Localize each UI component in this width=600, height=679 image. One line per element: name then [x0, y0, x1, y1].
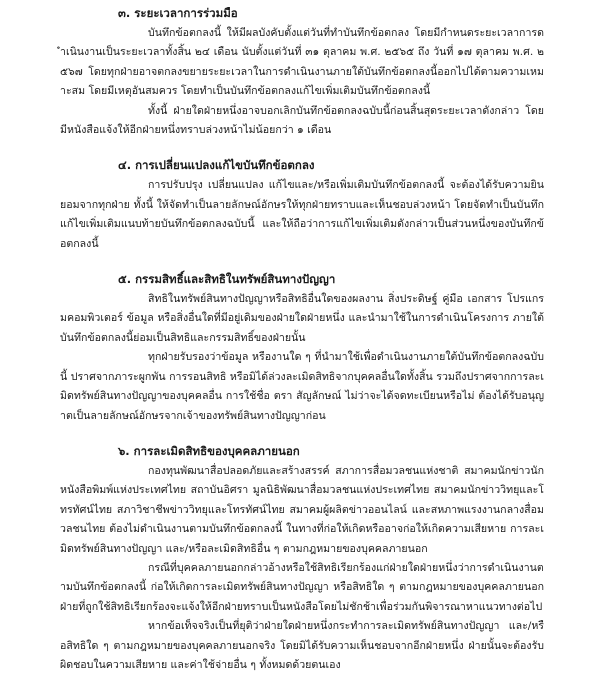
section-third-party-infringement [60, 442, 544, 675]
paragraph: ทั้งนี้ ฝ่ายใดฝ่ายหนึ่งอาจบอกเลิกบันทึกข้อตกลงฉบับนี้ก่อนสิ้นสุดระยะเวลาดังกล่าว โดยมีหนังสือแจ้งให้อีกฝ่ายหนึ่งทราบล่วงหน้าไม่น้อยกว่า ๑ เดือน [60, 104, 544, 137]
paragraph: ทุกฝ่ายรับรองว่าข้อมูล หรืองานใด ๆ ที่นำมาใช้เพื่อดำเนินงานภายใต้บันทึกข้อตกลงฉบับนี้ ปราศจากภาระผูกพัน การรอนสิทธิ หรือมิได้ล่วงละเมิดสิทธิจากบุคคลอื่นใดทั้งสิ้น รวมถึงปราศจากการละเมิดทรัพย์สินทางปัญญาของบุคคลอื่น การใช้ชื่อ ตรา สัญลักษณ์ ไม่ว่าจะได้จดทะเบียนหรือไม่ ต้องได้รับอนุญาตเป็นลายลักษณ์อักษรจากเจ้าของทรัพย์สินทางปัญญาก่อน [60, 351, 544, 422]
section-heading: ๖. การละเมิดสิทธิของบุคคลภายนอก [118, 443, 300, 458]
paragraph: สิทธิในทรัพย์สินทางปัญญาหรือสิทธิอื่นใดของผลงาน สิ่งประดิษฐ์ คู่มือ เอกสาร โปรแกรมคอมพิวเตอร์ ข้อมูล หรือสิ่งอื่นใดที่มีอยู่เดิมของฝ่ายใดฝ่ายหนึ่ง และนำมาใช้ในการดำเนินโครงการ ภายใต้บันทึกข้อตกลงนี้ย่อมเป็นสิทธิและกรรมสิทธิ์ของฝ่ายนั้น [60, 293, 544, 344]
paragraph: หากข้อเท็จจริงเป็นที่ยุติว่าฝ่ายใดฝ่ายหนึ่งกระทำการละเมิดทรัพย์สินทางปัญญา และ/หรือสิทธิใด ๆ ตามกฎหมายของบุคคลภายนอกจริง โดยมิได้รับความเห็นชอบจากอีกฝ่ายหนึ่ง ฝ่ายนั้นจะต้องรับผิดชอบในความเสียหาย และค่าใช้จ่ายอื่น ๆ ทั้งหมดด้วยตนเอง [60, 620, 544, 671]
paragraph: บันทึกข้อตกลงนี้ ให้มีผลบังคับตั้งแต่วันที่ทำบันทึกข้อตกลง โดยมีกำหนดระยะเวลาการดำเนินงานเป็นระยะเวลาทั้งสิ้น ๒๔ เดือน นับตั้งแต่วันที่ ๓๑ ตุลาคม พ.ศ. ๒๕๖๕ ถึง วันที่ ๑๗ ตุลาคม พ.ศ. ๒๕๖๗ โดยทุกฝ่ายอาจตกลงขยายระยะเวลาในการดำเนินงานภายใต้บันทึกข้อตกลงนี้ออกไปได้ตามความเหมาะสม โดยมีเหตุอันสมควร โดยทำเป็นบันทึกข้อตกลงแก้ไขเพิ่มเติมบันทึกข้อตกลงนี้ [60, 27, 544, 98]
section-heading: ๔. การเปลี่ยนแปลงแก้ไขบันทึกข้อตกลง [118, 158, 315, 173]
section-amendment [60, 156, 544, 254]
section-intellectual-property [60, 270, 544, 426]
paragraph: การปรับปรุง เปลี่ยนแปลง แก้ไขและ/หรือเพิ่มเติมบันทึกข้อตกลงนี้ จะต้องได้รับความยินยอมจากทุกฝ่าย ทั้งนี้ ให้จัดทำเป็นลายลักษณ์อักษรให้ทุกฝ่ายทราบและเห็นชอบล่วงหน้า โดยจัดทำเป็นบันทึกแก้ไขเพิ่มเติมแนบท้ายบันทึกข้อตกลงฉบับนี้ และให้ถือว่าการแก้ไขเพิ่มเติมดังกล่าวเป็นส่วนหนึ่งของบันทึกข้อตกลงนี้ [60, 179, 544, 250]
section-duration [60, 4, 544, 140]
section-heading: ๕. กรรมสิทธิ์และสิทธิในทรัพย์สินทางปัญญา [118, 272, 336, 287]
section-heading: ๓. ระยะเวลาการร่วมมือ [118, 6, 238, 20]
paragraph: กองทุนพัฒนาสื่อปลอดภัยและสร้างสรรค์ สภาการสื่อมวลชนแห่งชาติ สมาคมนักข่าวนักหนังสือพิมพ์แห่งประเทศไทย สถาบันอิศรา มูลนิธิพัฒนาสื่อมวลชนแห่งประเทศไทย สมาคมนักข่าววิทยุและโทรทัศน์ไทย สภาวิชาชีพข่าววิทยุและโทรทัศน์ไทย สมาคมผู้ผลิตข่าวออนไลน์ และสหภาพแรงงานกลางสื่อมวลชนไทย ต้องไม่ดำเนินงานตามบันทึกข้อตกลงนี้ ในทางที่ก่อให้เกิดหรืออาจก่อให้เกิดความเสียหาย การละเมิดทรัพย์สินทางปัญญา และ/หรือละเมิดสิทธิอื่น ๆ ตามกฎหมายของบุคคลภายนอก [60, 464, 544, 555]
paragraph: กรณีที่บุคคลภายนอกกล่าวอ้างหรือใช้สิทธิเรียกร้องแก่ฝ่ายใดฝ่ายหนึ่งว่าการดำเนินงานตามบันทึกข้อตกลงนี้ ก่อให้เกิดการละเมิดทรัพย์สินทางปัญญา หรือสิทธิใด ๆ ตามกฎหมายของบุคคลภายนอก ฝ่ายที่ถูกใช้สิทธิเรียกร้องจะแจ้งให้อีกฝ่ายทราบเป็นหนังสือโดยไม่ชักช้าเพื่อร่วมกันพิจารณาหาแนวทางต่อไป [60, 561, 544, 613]
